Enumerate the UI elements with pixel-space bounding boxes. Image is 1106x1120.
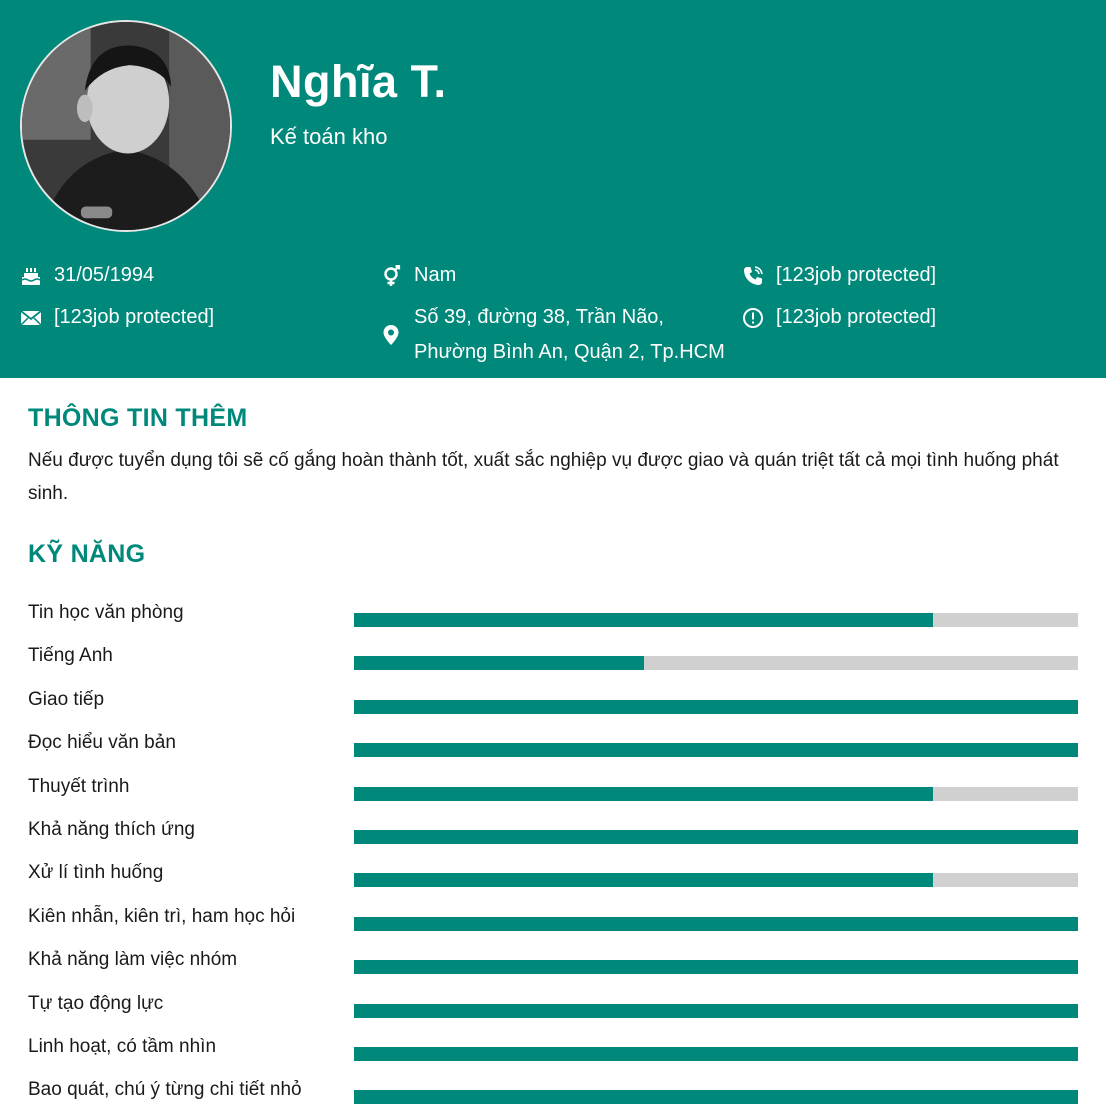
skill-bar-track xyxy=(354,1004,1078,1018)
skill-bar-fill xyxy=(354,1090,1078,1104)
skill-bar-track xyxy=(354,787,1078,801)
location-pin-icon xyxy=(380,324,402,346)
candidate-name: Nghĩa T. xyxy=(270,56,447,107)
skill-bar-fill xyxy=(354,787,933,801)
skill-bar-track xyxy=(354,1047,1078,1061)
skill-label: Bao quát, chú ý từng chi tiết nhỏ xyxy=(28,1079,302,1101)
about-text: Nếu được tuyển dụng tôi sẽ cố gắng hoàn thành tốt, xuất sắc nghiệp vụ được giao và quán triệt tất cả mọi tình huống phát sinh. xyxy=(28,450,1059,504)
phone-icon xyxy=(742,265,764,287)
about-section-title: THÔNG TIN THÊM xyxy=(28,404,248,432)
skill-bar-fill xyxy=(354,613,933,627)
phone-info xyxy=(742,258,936,293)
skill-bar-track xyxy=(354,656,1078,670)
candidate-job-title: Kế toán kho xyxy=(270,124,388,149)
skill-bar-track xyxy=(354,960,1078,974)
skill-bar-track xyxy=(354,613,1078,627)
skill-bar-fill xyxy=(354,960,1078,974)
skill-bar-fill xyxy=(354,873,933,887)
skill-label: Linh hoạt, có tầm nhìn xyxy=(28,1036,217,1057)
phone-value[interactable]: [123job protected] xyxy=(776,264,937,286)
birthday-info xyxy=(20,258,154,293)
skill-bar-fill xyxy=(354,743,1078,757)
email-info xyxy=(20,300,214,335)
skill-label: Giao tiếp xyxy=(28,688,105,710)
other-value: [123job protected] xyxy=(776,306,937,328)
header-banner xyxy=(0,0,1106,378)
skill-label: Khả năng làm việc nhóm xyxy=(28,949,238,971)
address-line-1: Số 39, đường 38, Trần Não, xyxy=(414,306,664,328)
skill-bar-track xyxy=(354,700,1078,714)
address-value xyxy=(414,300,725,370)
skill-label: Tiếng Anh xyxy=(28,645,113,667)
email-value[interactable]: [123job protected] xyxy=(54,306,215,328)
skill-bar-fill xyxy=(354,917,1078,931)
skill-bar-track xyxy=(354,743,1078,757)
skill-label: Thuyết trình xyxy=(28,775,130,797)
skill-bar-track xyxy=(354,917,1078,931)
skill-bar-track xyxy=(354,830,1078,844)
skill-bar-track xyxy=(354,1090,1078,1104)
skill-bar-fill xyxy=(354,1047,1078,1061)
other-info xyxy=(742,300,936,335)
birthday-value: 31/05/1994 xyxy=(54,264,155,286)
skill-label: Tin học văn phòng xyxy=(28,602,184,623)
email-icon xyxy=(20,307,42,329)
skills-section-title: KỸ NĂNG xyxy=(28,540,146,568)
address-line-2: Phường Bình An, Quận 2, Tp.HCM xyxy=(414,341,725,363)
skill-label: Kiên nhẫn, kiên trì, ham học hỏi xyxy=(28,905,296,927)
skill-label: Tự tạo động lực xyxy=(28,992,164,1014)
gender-icon xyxy=(380,265,402,287)
avatar xyxy=(20,20,232,232)
skill-bar-fill xyxy=(354,700,1078,714)
skill-label: Xử lí tình huống xyxy=(28,862,164,884)
skill-label: Đọc hiểu văn bản xyxy=(28,732,176,754)
skill-label: Khả năng thích ứng xyxy=(28,819,195,840)
skill-bar-fill xyxy=(354,1004,1078,1018)
skill-bar-track xyxy=(354,873,1078,887)
gender-info xyxy=(380,258,456,293)
birthday-cake-icon xyxy=(20,265,42,287)
gender-value: Nam xyxy=(414,264,457,286)
skill-bar-fill xyxy=(354,656,644,670)
skill-bar-fill xyxy=(354,830,1078,844)
info-circle-icon xyxy=(742,307,764,329)
address-info xyxy=(380,300,725,370)
profile-photo-icon xyxy=(22,22,230,230)
